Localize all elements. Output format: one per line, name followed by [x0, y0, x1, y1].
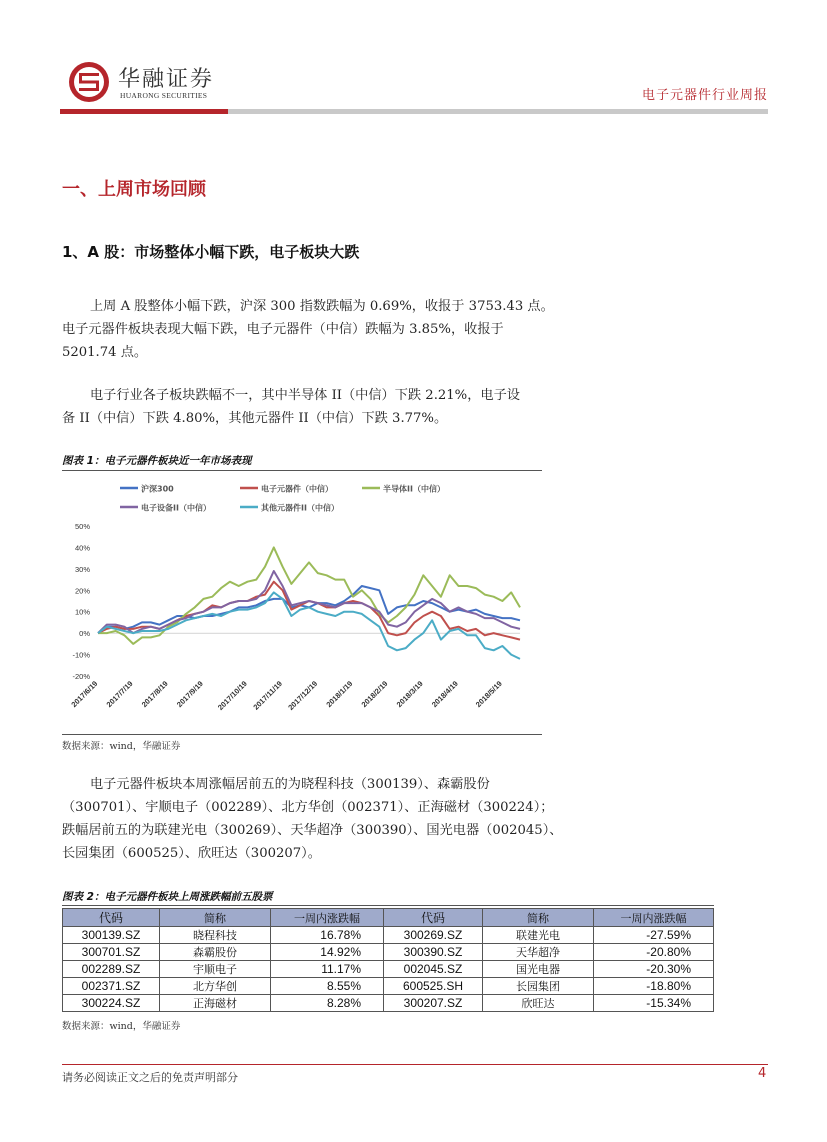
company-logo-icon [68, 61, 110, 103]
y-tick-label: 0% [79, 629, 90, 639]
x-tick-label: 2018/1/19 [324, 679, 355, 710]
stock-code: 002289.SZ [63, 961, 160, 978]
stock-change: 8.28% [271, 995, 384, 1012]
stock-code: 300390.SZ [384, 944, 483, 961]
paragraph-line: 电子行业各子板块跌幅不一，其中半导体 II（中信）下跌 2.21%，电子设 [90, 388, 520, 403]
y-tick-label: 30% [74, 564, 90, 574]
y-tick-label: 10% [74, 607, 90, 617]
legend-label: 其他元器件II（中信） [261, 503, 339, 513]
figure-2-source: 数据来源：wind，华融证券 [62, 1021, 181, 1032]
stock-name: 正海磁材 [160, 995, 271, 1012]
legend-label: 半导体II（中信） [383, 484, 445, 494]
figure-1-rule [62, 470, 542, 471]
table-row [63, 978, 714, 995]
paragraph-2 [62, 384, 582, 430]
stock-change: 14.92% [271, 944, 384, 961]
stock-change: -20.80% [594, 944, 714, 961]
table-header-row [63, 909, 714, 927]
logo-text-en: HUARONG SECURITIES [120, 91, 208, 100]
paragraph-line: 电子元器件板块本周涨幅居前五的为晓程科技（300139）、森霸股份 [90, 777, 490, 792]
stock-name: 联建光电 [483, 927, 594, 944]
section-heading: 一、上周市场回顾 [62, 179, 206, 200]
stock-change: 16.78% [271, 927, 384, 944]
footer-divider [62, 1064, 768, 1065]
stock-code: 600525.SH [384, 978, 483, 995]
chart-y-axis [72, 522, 90, 681]
table-row [63, 927, 714, 944]
stock-change: -20.30% [594, 961, 714, 978]
stock-name: 天华超净 [483, 944, 594, 961]
stock-code: 002371.SZ [63, 978, 160, 995]
stock-change: -27.59% [594, 927, 714, 944]
paragraph-line: （300701）、宇顺电子（002289）、北方华创（002371）、正海磁材（300224）； [62, 800, 554, 815]
stock-code: 300224.SZ [63, 995, 160, 1012]
y-tick-label: 50% [74, 522, 90, 531]
stock-change: -18.80% [594, 978, 714, 995]
col-change: 一周内涨跌幅 [594, 909, 714, 927]
col-name: 简称 [160, 909, 271, 927]
series-line-5 [98, 592, 520, 659]
stock-name: 北方华创 [160, 978, 271, 995]
stock-change: -15.34% [594, 995, 714, 1012]
col-code: 代码 [63, 909, 160, 927]
y-tick-label: 20% [74, 586, 90, 596]
stock-change: 11.17% [271, 961, 384, 978]
x-tick-label: 2017/11/19 [251, 679, 285, 712]
x-tick-label: 2017/8/19 [139, 679, 170, 710]
stock-code: 300701.SZ [63, 944, 160, 961]
table-row [63, 944, 714, 961]
table-row [63, 961, 714, 978]
legend-label: 电子设备II（中信） [141, 503, 211, 513]
paragraph-line: 上周 A 股整体小幅下跌，沪深 300 指数跌幅为 0.69%，收报于 3753.43 点。 [90, 299, 554, 314]
table-row [63, 995, 714, 1012]
logo-text-cn: 华融证券 [118, 67, 215, 92]
report-title: 电子元器件行业周报 [641, 88, 768, 103]
stock-name: 宇顺电子 [160, 961, 271, 978]
stock-name: 晓程科技 [160, 927, 271, 944]
stock-code: 300139.SZ [63, 927, 160, 944]
subsection-heading: 1、A 股：市场整体小幅下跌，电子板块大跌 [62, 243, 360, 261]
stock-code: 300269.SZ [384, 927, 483, 944]
stock-name: 长园集团 [483, 978, 594, 995]
paragraph-line: 备 II（中信）下跌 4.80%，其他元器件 II（中信）下跌 3.77%。 [62, 411, 448, 426]
stock-table [62, 908, 714, 1012]
paragraph-1 [62, 295, 582, 364]
x-tick-label: 2018/5/19 [473, 679, 504, 710]
y-tick-label: 40% [74, 543, 90, 553]
x-tick-label: 2017/9/19 [174, 679, 205, 710]
y-tick-label: -10% [72, 650, 90, 660]
series-line-1 [98, 586, 520, 633]
footer-disclaimer: 请务必阅读正文之后的免责声明部分 [62, 1071, 238, 1084]
x-tick-label: 2017/6/19 [69, 679, 100, 710]
figure-2-title: 图表 2：电子元器件板块上周涨跌幅前五股票 [62, 891, 273, 903]
y-tick-label: -20% [72, 672, 90, 681]
paragraph-line: 长园集团（600525）、欣旺达（300207）。 [62, 846, 321, 861]
x-tick-label: 2018/3/19 [394, 679, 425, 710]
chart-legend [120, 484, 445, 513]
stock-change: 8.55% [271, 978, 384, 995]
x-tick-label: 2017/10/19 [215, 679, 249, 712]
stock-code: 002045.SZ [384, 961, 483, 978]
figure-1-title: 图表 1：电子元器件板块近一年市场表现 [62, 455, 252, 467]
figure-1-bottom-rule [62, 734, 542, 735]
stock-code: 300207.SZ [384, 995, 483, 1012]
legend-label: 电子元器件（中信） [261, 484, 333, 494]
figure-1-source: 数据来源：wind，华融证券 [62, 741, 181, 752]
legend-label: 沪深300 [141, 484, 174, 494]
chart-series [98, 547, 520, 659]
x-tick-label: 2018/4/19 [429, 679, 460, 710]
stock-name: 森霸股份 [160, 944, 271, 961]
col-change: 一周内涨跌幅 [271, 909, 384, 927]
x-tick-label: 2017/7/19 [104, 679, 135, 710]
paragraph-line: 5201.74 点。 [62, 345, 148, 360]
header-divider-accent [60, 109, 228, 114]
x-tick-label: 2018/2/19 [359, 679, 390, 710]
paragraph-line: 跌幅居前五的为联建光电（300269）、天华超净（300390）、国光电器（002045）、 [62, 823, 563, 838]
stock-name: 国光电器 [483, 961, 594, 978]
col-code: 代码 [384, 909, 483, 927]
col-name: 简称 [483, 909, 594, 927]
paragraph-3 [62, 773, 592, 865]
stock-name: 欣旺达 [483, 995, 594, 1012]
page-number: 4 [758, 1066, 767, 1081]
figure-2-rule [62, 905, 714, 906]
chart-x-axis [69, 633, 520, 712]
paragraph-line: 电子元器件板块表现大幅下跌，电子元器件（中信）跌幅为 3.85%，收报于 [62, 322, 504, 337]
line-chart [62, 472, 542, 732]
x-tick-label: 2017/12/19 [286, 679, 320, 712]
